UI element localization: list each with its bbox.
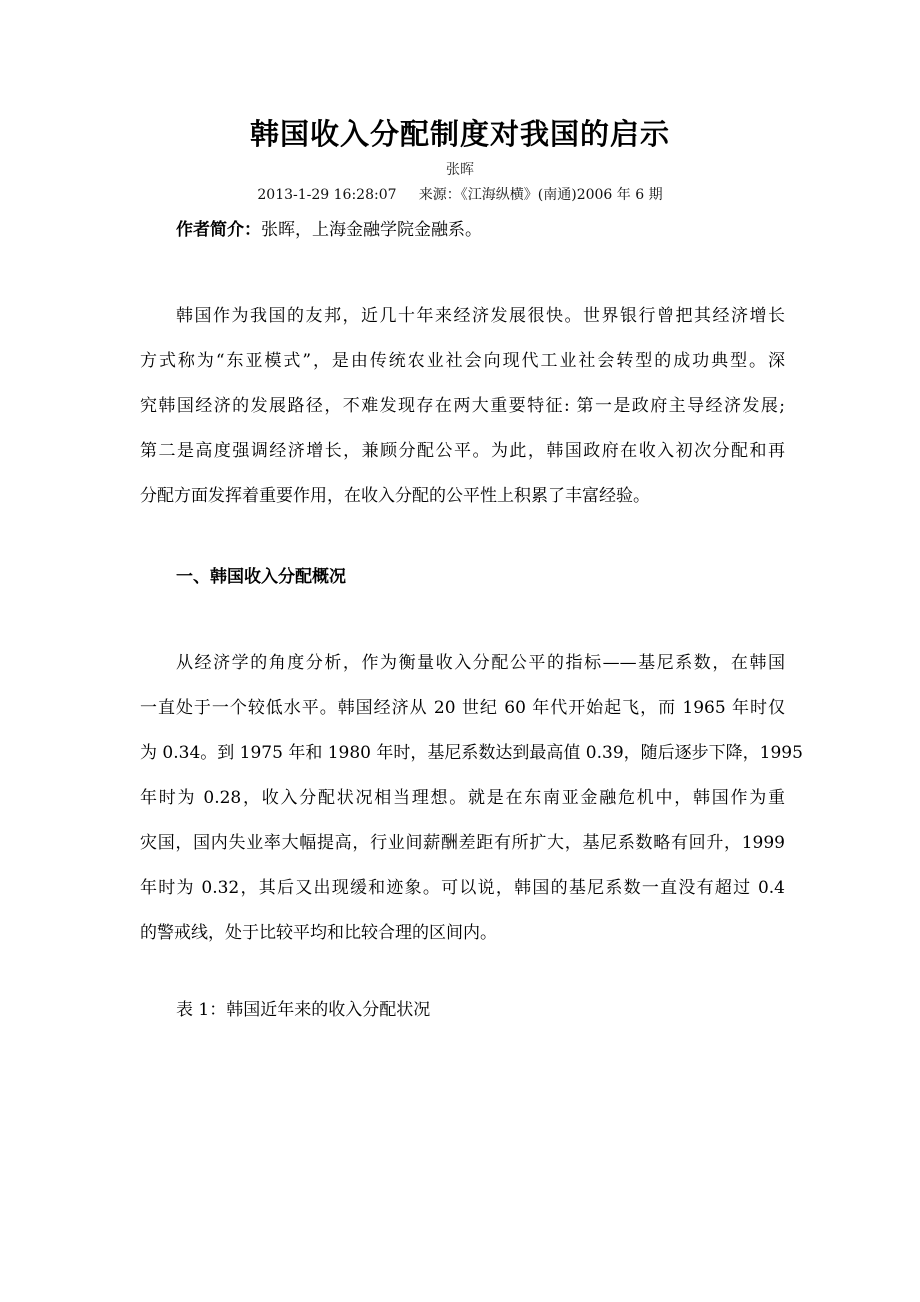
section-heading: 一、韩国收入分配概况 xyxy=(176,567,346,587)
paragraph-line: 年时为 0.28，收入分配状况相当理想。就是在东南亚金融危机中，韩国作为重 xyxy=(140,788,785,808)
paragraph-line: 分配方面发挥着重要作用，在收入分配的公平性上积累了丰富经验。 xyxy=(140,486,650,506)
paragraph-line: 一直处于一个较低水平。韩国经济从 20 世纪 60 年代开始起飞，而 1965 年时仅 xyxy=(140,698,785,718)
author-intro-text: 张晖，上海金融学院金融系。 xyxy=(261,220,482,240)
paragraph-gini xyxy=(140,641,803,956)
paragraph-line: 的警戒线，处于比较平均和比较合理的区间内。 xyxy=(140,923,497,943)
document-title: 韩国收入分配制度对我国的启示 xyxy=(249,117,670,151)
paragraph-line: 灾国，国内失业率大幅提高，行业间薪酬差距有所扩大，基尼系数略有回升，1999 xyxy=(140,833,785,853)
publication-meta: 2013-1-29 16:28:07 来源：《江海纵横》(南通)2006 年 6 期 xyxy=(257,187,663,203)
author-intro xyxy=(176,214,482,246)
paragraph-line: 韩国作为我国的友邦，近几十年来经济发展很快。世界银行曾把其经济增长 xyxy=(176,306,785,326)
paragraph-intro xyxy=(140,294,785,519)
paragraph-line: 年时为 0.32，其后又出现缓和迹象。可以说，韩国的基尼系数一直没有超过 0.4 xyxy=(140,878,785,898)
paragraph-line: 第二是高度强调经济增长，兼顾分配公平。为此，韩国政府在收入初次分配和再 xyxy=(140,441,785,461)
author-name: 张晖 xyxy=(446,162,474,178)
paragraph-line: 为 0.34。到 1975 年和 1980 年时，基尼系数达到最高值 0.39，随后逐步下降，1995 xyxy=(140,743,803,763)
author-intro-label: 作者简介： xyxy=(176,220,261,240)
table-caption: 表 1：韩国近年来的收入分配状况 xyxy=(176,1000,431,1020)
paragraph-line: 究韩国经济的发展路径，不难发现存在两大重要特征: 第一是政府主导经济发展; xyxy=(140,396,785,416)
paragraph-line: 从经济学的角度分析，作为衡量收入分配公平的指标——基尼系数，在韩国 xyxy=(176,653,785,673)
paragraph-line: 方式称为“东亚模式”，是由传统农业社会向现代工业社会转型的成功典型。深 xyxy=(140,351,785,371)
